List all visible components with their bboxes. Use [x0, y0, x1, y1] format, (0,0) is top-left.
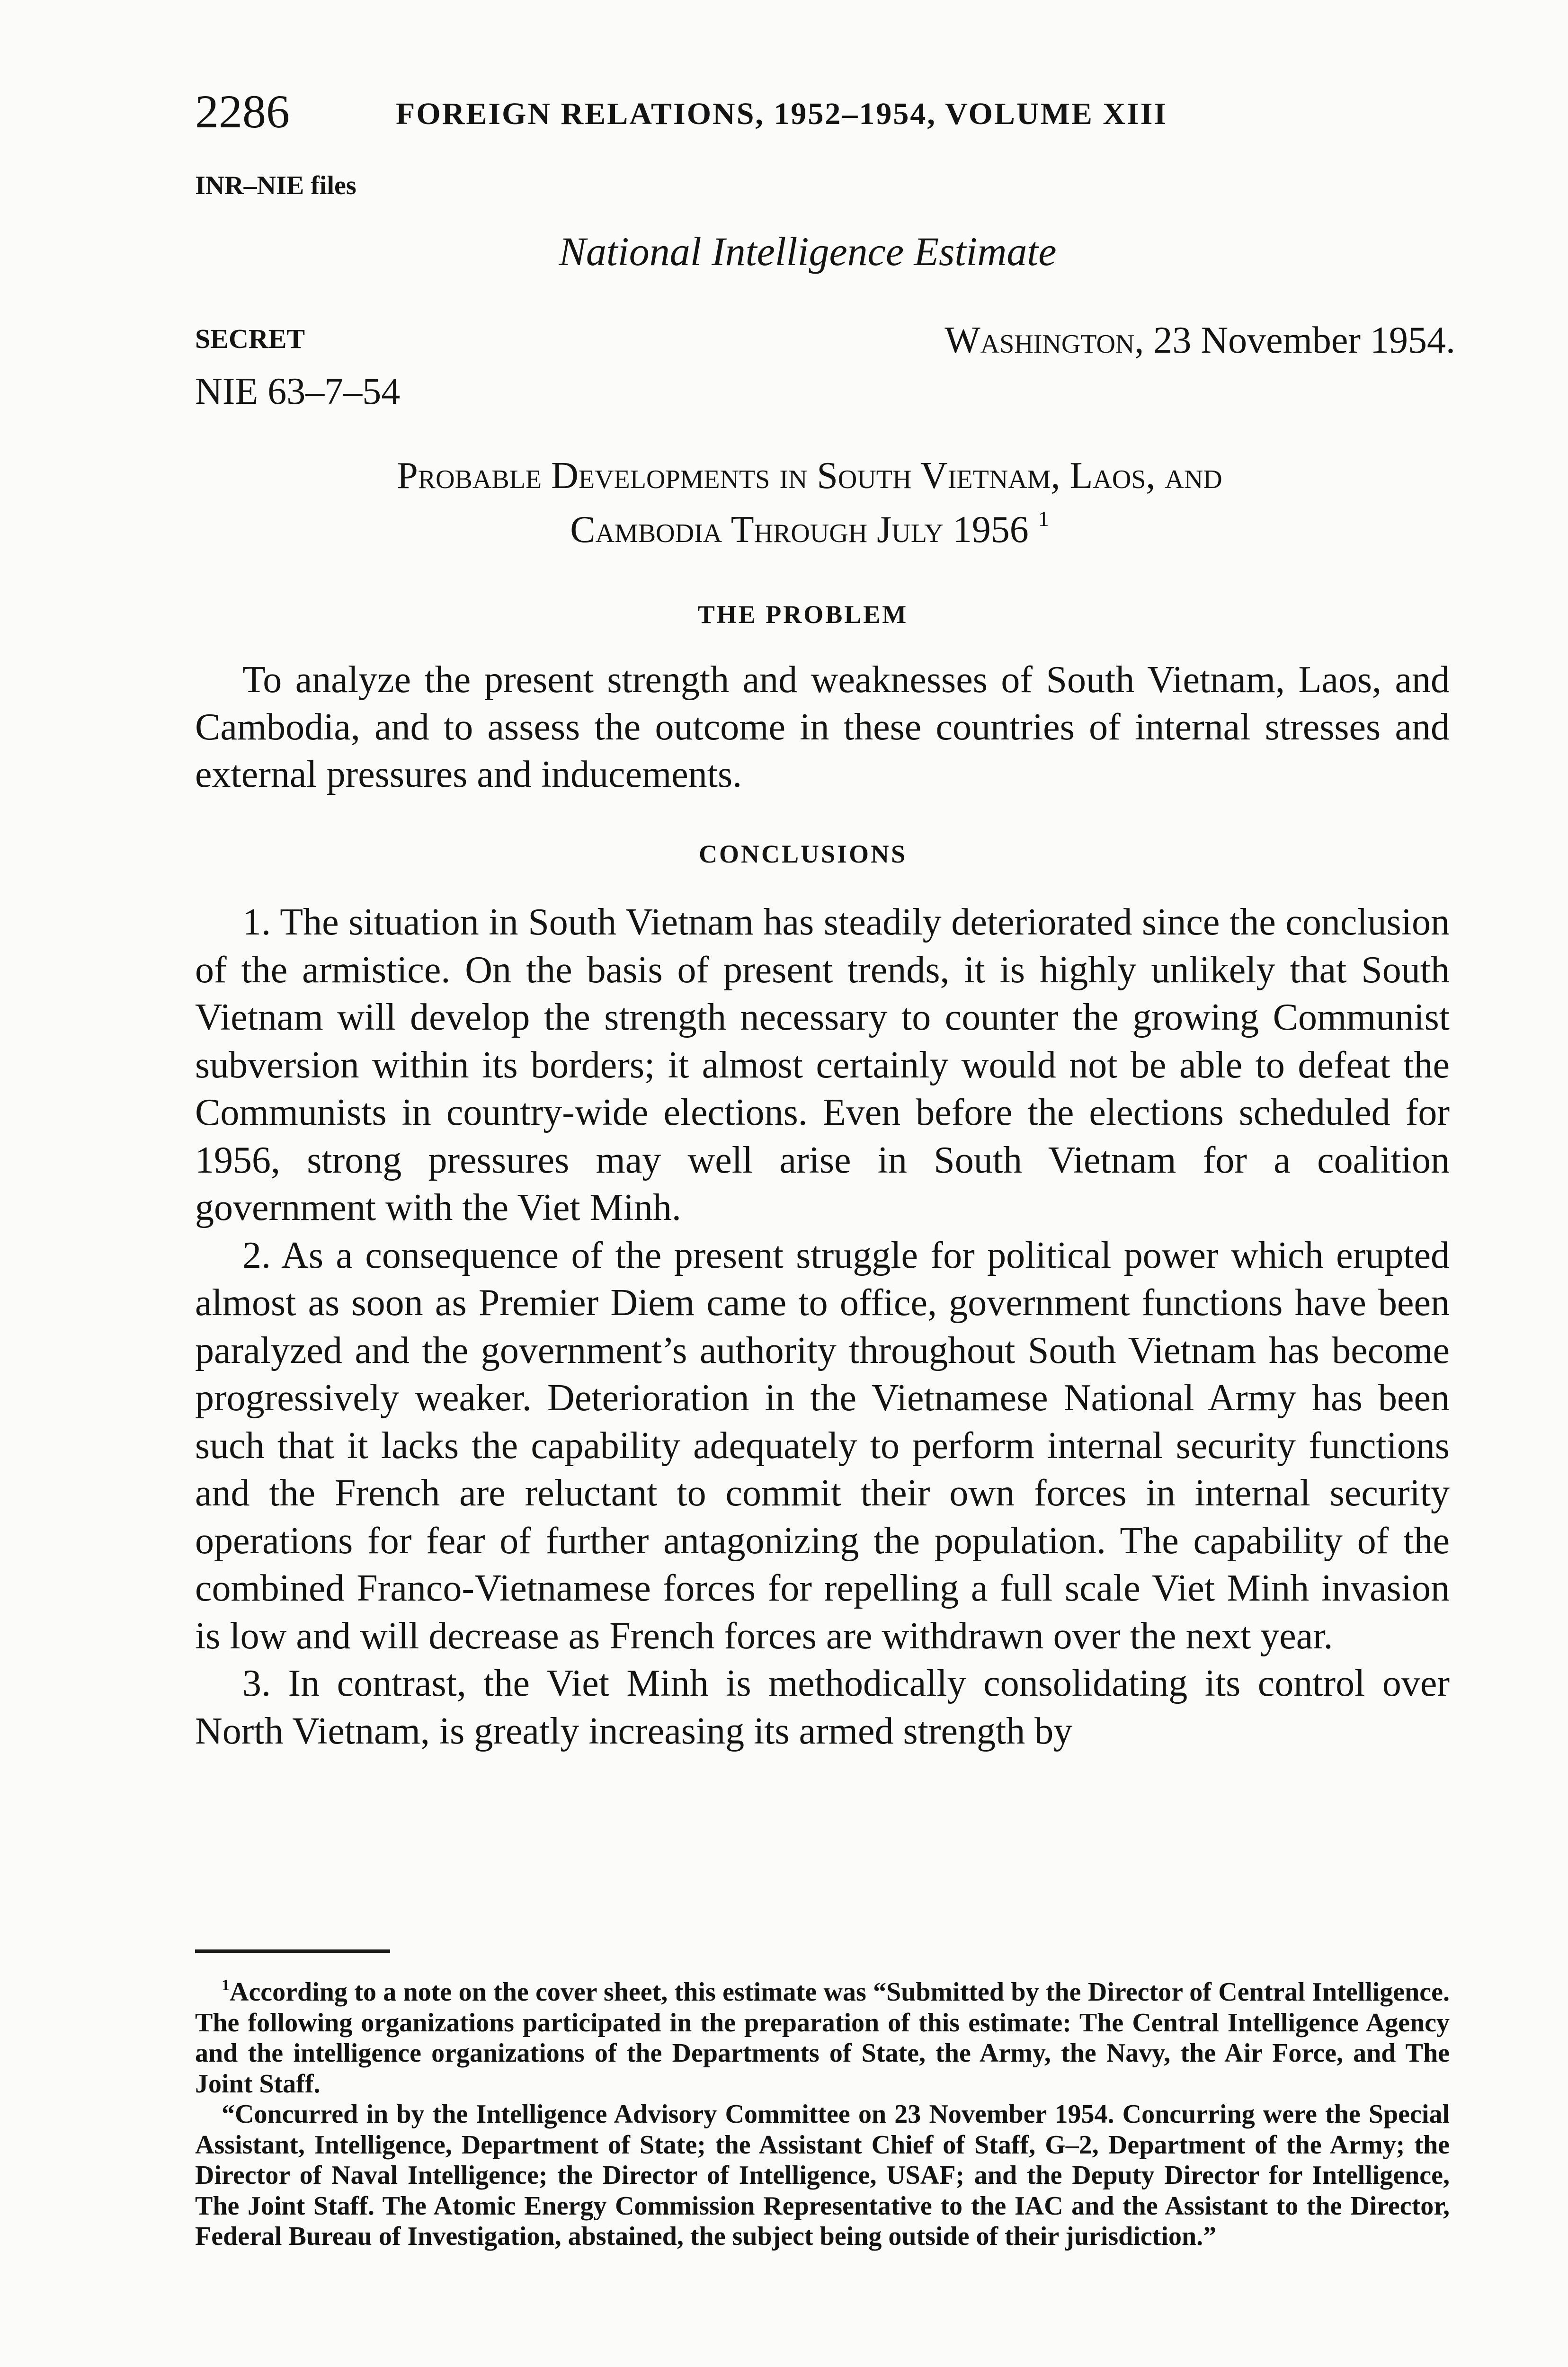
conclusions-heading: CONCLUSIONS — [698, 840, 908, 868]
footnote-mark: 1 — [222, 1976, 230, 1994]
title-line-1: Probable Developments in South Vietnam, Laos, and — [397, 455, 1222, 497]
title-footnote-mark: 1 — [1038, 507, 1049, 531]
file-reference: INR–NIE files — [195, 171, 356, 200]
conclusion-paragraph-1: 1. The situation in South Vietnam has steadily deteriorated since the conclusion of the armistice. On the basis of present trends, it is highly unlikely that South Vietnam will develop the strength necessary to counter the growing Communist subversion within its borders; it almost certainly would not be able to defeat the Communists in country-wide elections. Even before the elections scheduled for 1956, strong pressures may well arise in South Vietnam for a coalition government with the Viet Minh. — [195, 901, 1450, 1228]
footnote-1-text: According to a note on the cover sheet, this estimate was “Submitted by the Director of Central Intelligence. The following organizations participated in the preparation of this estimate: The Central Intelligence Agency and the intelligence organizations of the Departments of State, the Army, the Navy, the Air Force, and The Joint Staff. — [195, 1977, 1450, 2099]
footnote-1 — [195, 1977, 1450, 2099]
conclusion-paragraph-3: 3. In contrast, the Viet Minh is methodically consolidating its control over North Vietnam, is greatly increasing its armed strength by — [195, 1663, 1450, 1752]
classification-marking: SECRET — [195, 323, 305, 354]
footnote-1-continued: “Concurred in by the Intelligence Advisory Committee on 23 November 1954. Concurring were the Special Assistant, Intelligence, Department of State; the Assistant Chief of Staff, G–2, Department of the Army; the Director of Naval Intelligence; the Director of Intelligence, USAF; and the Deputy Director for Intelligence, The Joint Staff. The Atomic Energy Commission Representative to the IAC and the Assistant to the Director, Federal Bureau of Investigation, abstained, the subject being outside of their jurisdiction.” — [195, 2100, 1450, 2251]
dateline-date: 23 November 1954. — [1153, 320, 1455, 361]
running-head: FOREIGN RELATIONS, 1952–1954, VOLUME XIII — [396, 97, 1168, 131]
problem-text: To analyze the present strength and weaknesses of South Vietnam, Laos, and Cambodia, and to assess the outcome in these countries of internal stresses and external pressures and inducements. — [195, 659, 1450, 795]
document-type: National Intelligence Estimate — [559, 229, 1057, 274]
title-line-2: Cambodia Through July 1956 — [570, 509, 1029, 551]
footnotes — [195, 1977, 1450, 2252]
nie-number: NIE 63–7–54 — [195, 371, 401, 412]
conclusion-paragraph-2: 2. As a consequence of the present struggle for political power which erupted almost as soon as Premier Diem came to office, government functions have been paralyzed and the government’s authority throughout South Vietnam has become progressively weaker. Deterioration in the Vietnamese National Army has been such that it lacks the capability adequately to perform internal security functions and the French are reluctant to commit their own forces in internal security operations for fear of further antagonizing the population. The capability of the combined Franco-Vietnamese forces for repelling a full scale Viet Minh invasion is low and will decrease as French forces are withdrawn over the next year. — [195, 1234, 1450, 1657]
document-title — [265, 449, 1354, 557]
dateline-place: Washington, — [944, 320, 1144, 361]
conclusions-body — [195, 899, 1450, 1755]
page-number: 2286 — [195, 85, 290, 138]
dateline — [944, 314, 1455, 366]
footnote-rule — [195, 1949, 390, 1953]
problem-heading: THE PROBLEM — [697, 600, 909, 629]
